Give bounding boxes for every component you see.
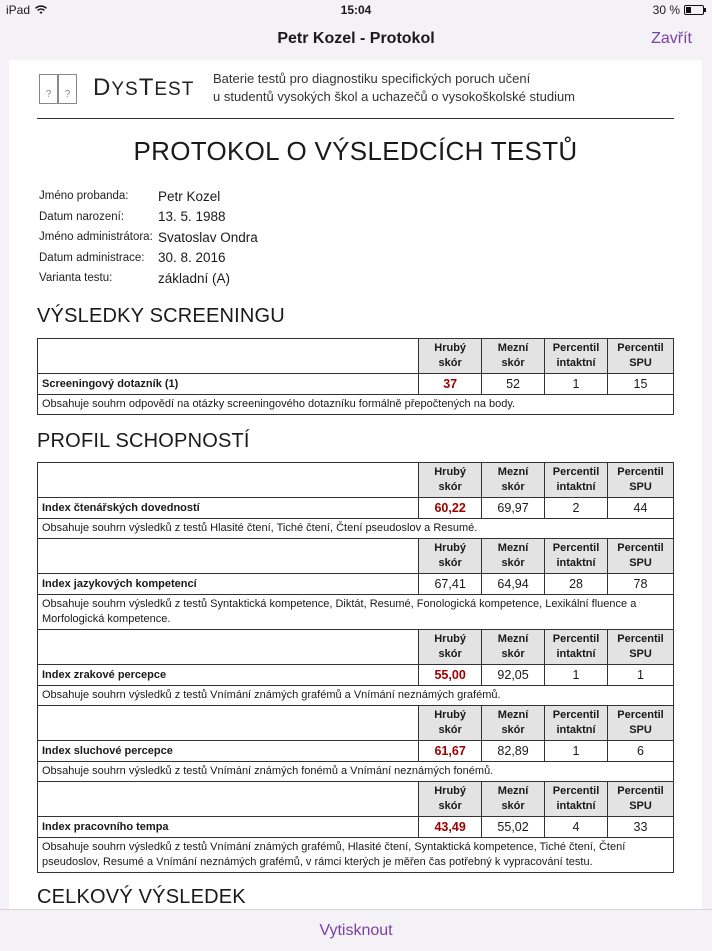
battery-icon bbox=[684, 5, 704, 15]
device-name: iPad bbox=[6, 3, 31, 17]
table-row: Index pracovního tempa 43,49 55,02 4 33 bbox=[38, 817, 674, 838]
info-row: Datum narození: 13. 5. 1988 bbox=[39, 209, 226, 225]
document-header bbox=[37, 60, 674, 119]
info-row: Varianta testu: základní (A) bbox=[39, 270, 231, 286]
table-desc-row: Obsahuje souhrn výsledků z testů Vnímání známých grafémů, Hlasité čtení, Syntaktická kompetence, Tiché čtení, Čtení pseudoslov, Resumé a Vnímání neznámých grafémů, v rámci kterých je měřen čas potřebný k vypracování testu. bbox=[38, 838, 674, 873]
document-content bbox=[37, 60, 674, 908]
info-block bbox=[39, 186, 258, 289]
nav-title: Petr Kozel - Protokol bbox=[277, 30, 435, 47]
screening-section-title: VÝSLEDKY SCREENINGU bbox=[37, 305, 285, 327]
tagline bbox=[213, 70, 575, 106]
total-section-title: CELKOVÝ VÝSLEDEK bbox=[37, 886, 246, 908]
status-bar bbox=[0, 0, 712, 20]
nav-bar bbox=[0, 20, 712, 60]
book-icon: ? ? bbox=[39, 74, 77, 102]
table-desc-row: Obsahuje souhrn výsledků z testů Syntaktická kompetence, Diktát, Resumé, Fonologická kompetence, Lexikální fluence a Morfologická kompetence. bbox=[38, 595, 674, 630]
tagline-line-1: Baterie testů pro diagnostiku specifických poruch učení bbox=[213, 71, 531, 86]
profile-table bbox=[37, 462, 674, 873]
info-row: Jméno administrátora: Svatoslav Ondra bbox=[39, 229, 258, 245]
table-header-row: Hrubý skór Mezní skór Percentil intaktní Percentil SPU bbox=[38, 630, 674, 665]
screening-table bbox=[37, 338, 674, 415]
protocol-title: PROTOKOL O VÝSLEDCÍCH TESTŮ bbox=[133, 136, 578, 166]
close-button[interactable]: Zavřít bbox=[651, 30, 692, 47]
status-right bbox=[653, 3, 704, 17]
table-desc-row: Obsahuje souhrn výsledků z testů Vnímání známých grafémů a Vnímání neznámých grafémů. bbox=[38, 686, 674, 706]
info-row: Datum administrace: 30. 8. 2016 bbox=[39, 250, 226, 266]
battery-percent: 30 % bbox=[652, 3, 680, 17]
table-header-row: Hrubý skór Mezní skór Percentil intaktní Percentil SPU bbox=[38, 339, 674, 374]
table-header-row: Hrubý skór Mezní skór Percentil intaktní Percentil SPU bbox=[38, 539, 674, 574]
table-row: Index zrakové percepce 55,00 92,05 1 1 bbox=[38, 665, 674, 686]
table-header-row: Hrubý skór Mezní skór Percentil intaktní Percentil SPU bbox=[38, 782, 674, 817]
status-time: 15:04 bbox=[340, 3, 372, 17]
table-row: Index sluchové percepce 61,67 82,89 1 6 bbox=[38, 741, 674, 762]
print-button[interactable]: Vytisknout bbox=[319, 922, 393, 939]
table-header-row: Hrubý skór Mezní skór Percentil intaktní Percentil SPU bbox=[38, 463, 674, 498]
table-header-row: Hrubý skór Mezní skór Percentil intaktní Percentil SPU bbox=[38, 706, 674, 741]
document-page[interactable] bbox=[9, 60, 702, 909]
info-row: Jméno probanda: Petr Kozel bbox=[39, 188, 221, 204]
bottom-toolbar bbox=[0, 909, 712, 951]
table-desc-row: Obsahuje souhrn výsledků z testů Hlasité čtení, Tiché čtení, Čtení pseudoslov a Resumé. bbox=[38, 519, 674, 539]
table-desc-row: Obsahuje souhrn výsledků z testů Vnímání známých fonémů a Vnímání neznámých fonémů. bbox=[38, 762, 674, 782]
dystest-logo bbox=[39, 74, 194, 102]
profile-section-title: PROFIL SCHOPNOSTÍ bbox=[37, 430, 250, 452]
tagline-line-2: u studentů vysokých škol a uchazečů o vysokoškolské studium bbox=[213, 89, 576, 104]
table-row: Screeningový dotazník (1) 37 52 1 15 bbox=[38, 374, 674, 395]
table-row: Index čtenářských dovedností 60,22 69,97 2 44 bbox=[38, 498, 674, 519]
table-row: Index jazykových kompetencí 67,41 64,94 28 78 bbox=[38, 574, 674, 595]
logo-text: DYSTEST bbox=[93, 74, 195, 101]
table-desc-row: Obsahuje souhrn odpovědí na otázky screeningového dotazníku formálně přepočtených na body. bbox=[38, 395, 674, 415]
